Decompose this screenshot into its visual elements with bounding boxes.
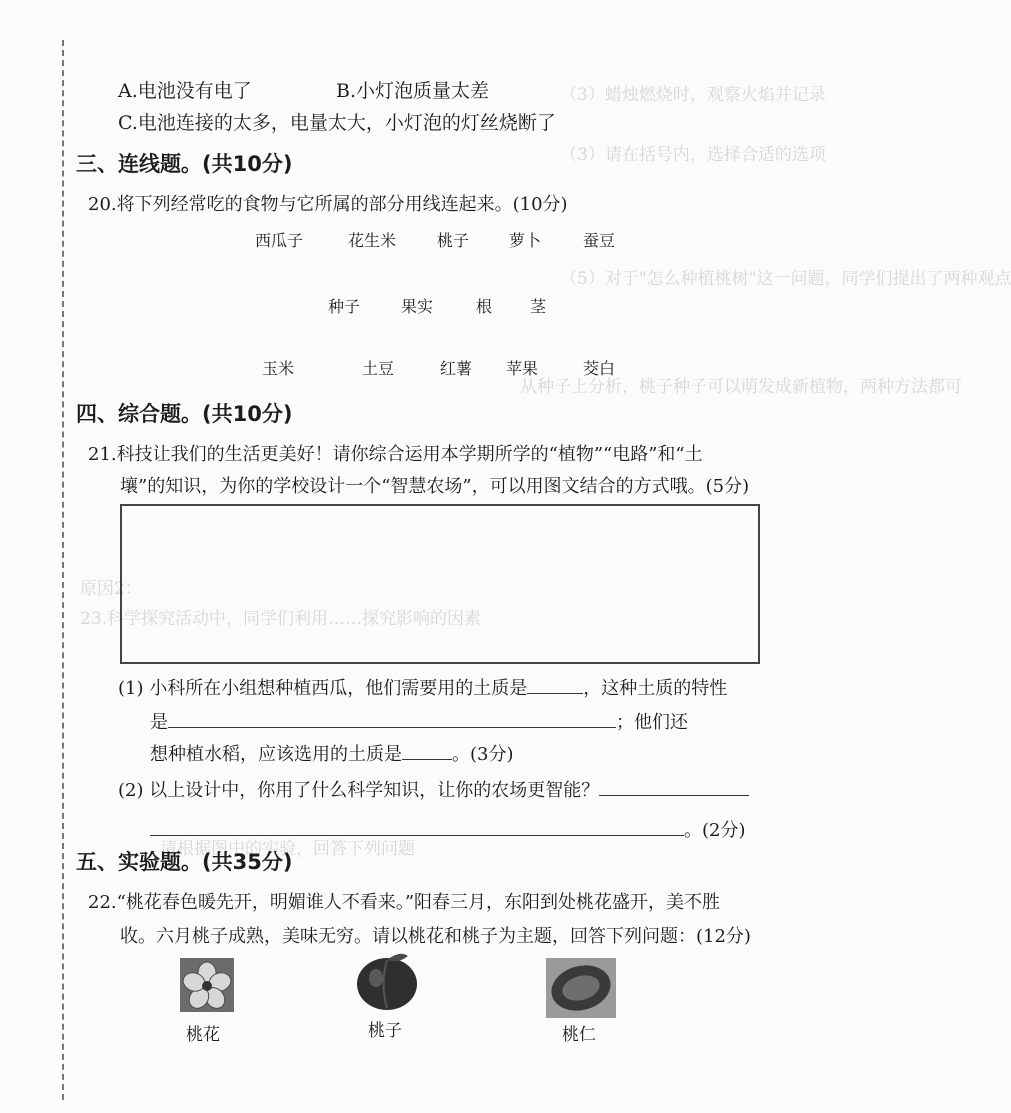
question-21-line2: 壤”的知识，为你的学校设计一个“智慧农场”，可以用图文结合的方式哦。(5分): [120, 476, 750, 497]
sub-question-1-line3: [150, 740, 514, 766]
peach-kernel-image: [546, 958, 616, 1018]
answer-blank-soil-watermelon[interactable]: [527, 693, 583, 694]
design-answer-box[interactable]: [120, 504, 760, 664]
peach-image: [352, 950, 422, 1012]
sub-question-text: 想种植水稻，应该选用的土质是: [150, 744, 402, 765]
food-item[interactable]: 玉米: [262, 359, 295, 378]
option-b: B.小灯泡质量太差: [336, 80, 490, 102]
sub-question-text: 。(3分): [452, 744, 514, 765]
image-caption-blossom: 桃花: [186, 1025, 220, 1045]
question-22-line2: 收。六月桃子成熟，美味无穷。请以桃花和桃子为主题，回答下列问题：(12分): [120, 926, 751, 947]
section-three-title: 三、连线题。(共10分): [76, 152, 293, 176]
sub-question-text: ；他们还: [616, 712, 688, 733]
sub-question-text: (1) 小科所在小组想种植西瓜，他们需要用的土质是: [118, 678, 528, 699]
food-item[interactable]: 苹果: [506, 359, 539, 378]
question-21-line1: 21.科技让我们的生活更美好！请你综合运用本学期所学的“植物”“电路”和“土: [88, 444, 703, 465]
food-item[interactable]: 蚕豆: [583, 231, 616, 250]
sub-question-text: (2) 以上设计中，你用了什么科学知识，让你的农场更智能？: [118, 780, 600, 801]
answer-blank-knowledge-2[interactable]: [150, 835, 684, 836]
food-item[interactable]: 茭白: [583, 359, 616, 378]
question-22-line1: 22.“桃花春色暖先开，明媚谁人不看来。”阳春三月，东阳到处桃花盛开，美不胜: [88, 892, 721, 913]
answer-blank-knowledge-1[interactable]: [599, 795, 749, 796]
sub-question-text: 是: [150, 712, 168, 733]
binding-edge: [62, 40, 64, 1100]
plant-part[interactable]: 茎: [530, 297, 547, 316]
sub-question-1-line2: [150, 708, 688, 734]
option-a: A.电池没有电了: [118, 80, 252, 102]
food-item[interactable]: 花生米: [348, 231, 397, 250]
sub-question-text: ，这种土质的特性: [583, 678, 728, 699]
sub-question-2-line2: [150, 816, 746, 842]
peach-blossom-image: [180, 958, 234, 1012]
image-caption-peach: 桃子: [368, 1021, 402, 1041]
food-item[interactable]: 西瓜子: [255, 231, 304, 250]
plant-part[interactable]: 种子: [328, 297, 361, 316]
food-item[interactable]: 红薯: [440, 359, 473, 378]
image-caption-kernel: 桃仁: [562, 1025, 596, 1045]
answer-blank-soil-property[interactable]: [168, 727, 616, 728]
section-four-title: 四、综合题。(共10分): [76, 402, 293, 426]
answer-blank-soil-rice[interactable]: [402, 759, 452, 760]
question-20: 20.将下列经常吃的食物与它所属的部分用线连起来。(10分): [88, 194, 568, 215]
option-c: C.电池连接的太多，电量太大，小灯泡的灯丝烧断了: [118, 112, 556, 134]
sub-question-text: 。(2分): [684, 820, 746, 841]
food-item[interactable]: 萝卜: [509, 231, 542, 250]
sub-question-1-line1: [118, 674, 727, 700]
food-item[interactable]: 桃子: [437, 231, 470, 250]
section-five-title: 五、实验题。(共35分): [76, 850, 293, 874]
plant-part[interactable]: 果实: [401, 297, 434, 316]
sub-question-2-line1: [118, 776, 749, 802]
food-item[interactable]: 土豆: [362, 359, 395, 378]
plant-part[interactable]: 根: [476, 297, 493, 316]
